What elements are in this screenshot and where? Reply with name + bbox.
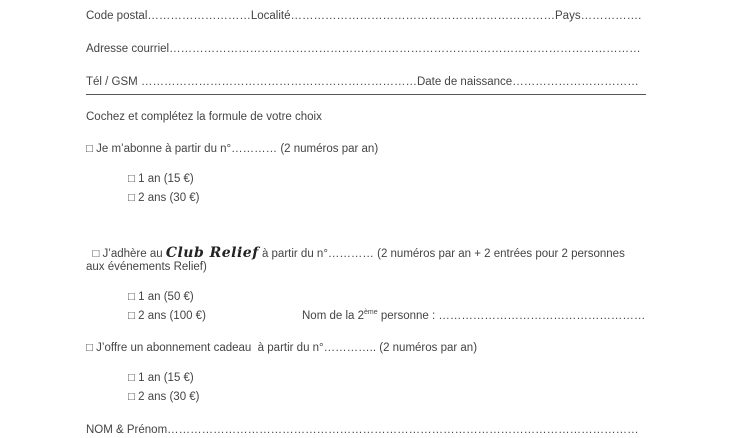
option-gift[interactable]: □ J’offre un abonnement cadeau à partir du n°………….. (2 numéros par an): [86, 342, 478, 354]
option-subscribe[interactable]: □ Je m’abonne à partir du n°………… (2 numéros par an): [86, 143, 379, 155]
club-relief-logo: Club Relief: [165, 245, 259, 261]
postal-locality-country-line[interactable]: Code postal………………………Localité……………………………………………………………Pays…………….: [86, 10, 642, 22]
phone-birthdate-line[interactable]: Tél / GSM ………………………………………………………………Date de naissance……………………………: [86, 76, 639, 88]
option-club-line2: aux événements Relief): [86, 261, 207, 273]
option-club-suffix: à partir du n°………… (2 numéros par an + 2 entrées pour 2 personnes: [258, 248, 625, 260]
option-club-2-years[interactable]: □ 2 ans (100 €): [128, 310, 206, 322]
name-line[interactable]: NOM & Prénom……………………………………………………………………………………………………………: [86, 424, 639, 436]
section-divider: [86, 94, 646, 95]
email-line[interactable]: Adresse courriel……………………………………………………………………………………………………………: [86, 43, 641, 55]
second-person-name-line[interactable]: Nom de la 2ème personne : ………………………………………………: [302, 309, 646, 322]
option-club-membership[interactable]: [86, 232, 625, 261]
option-subscribe-2-years[interactable]: □ 2 ans (30 €): [128, 192, 200, 204]
option-club-prefix: □ J’adhère au: [92, 248, 166, 260]
option-club-1-year[interactable]: □ 1 an (50 €): [128, 291, 194, 303]
instruction-text: Cochez et complétez la formule de votre choix: [86, 111, 322, 123]
option-gift-1-year[interactable]: □ 1 an (15 €): [128, 372, 194, 384]
option-subscribe-1-year[interactable]: □ 1 an (15 €): [128, 173, 194, 185]
option-gift-2-years[interactable]: □ 2 ans (30 €): [128, 391, 200, 403]
